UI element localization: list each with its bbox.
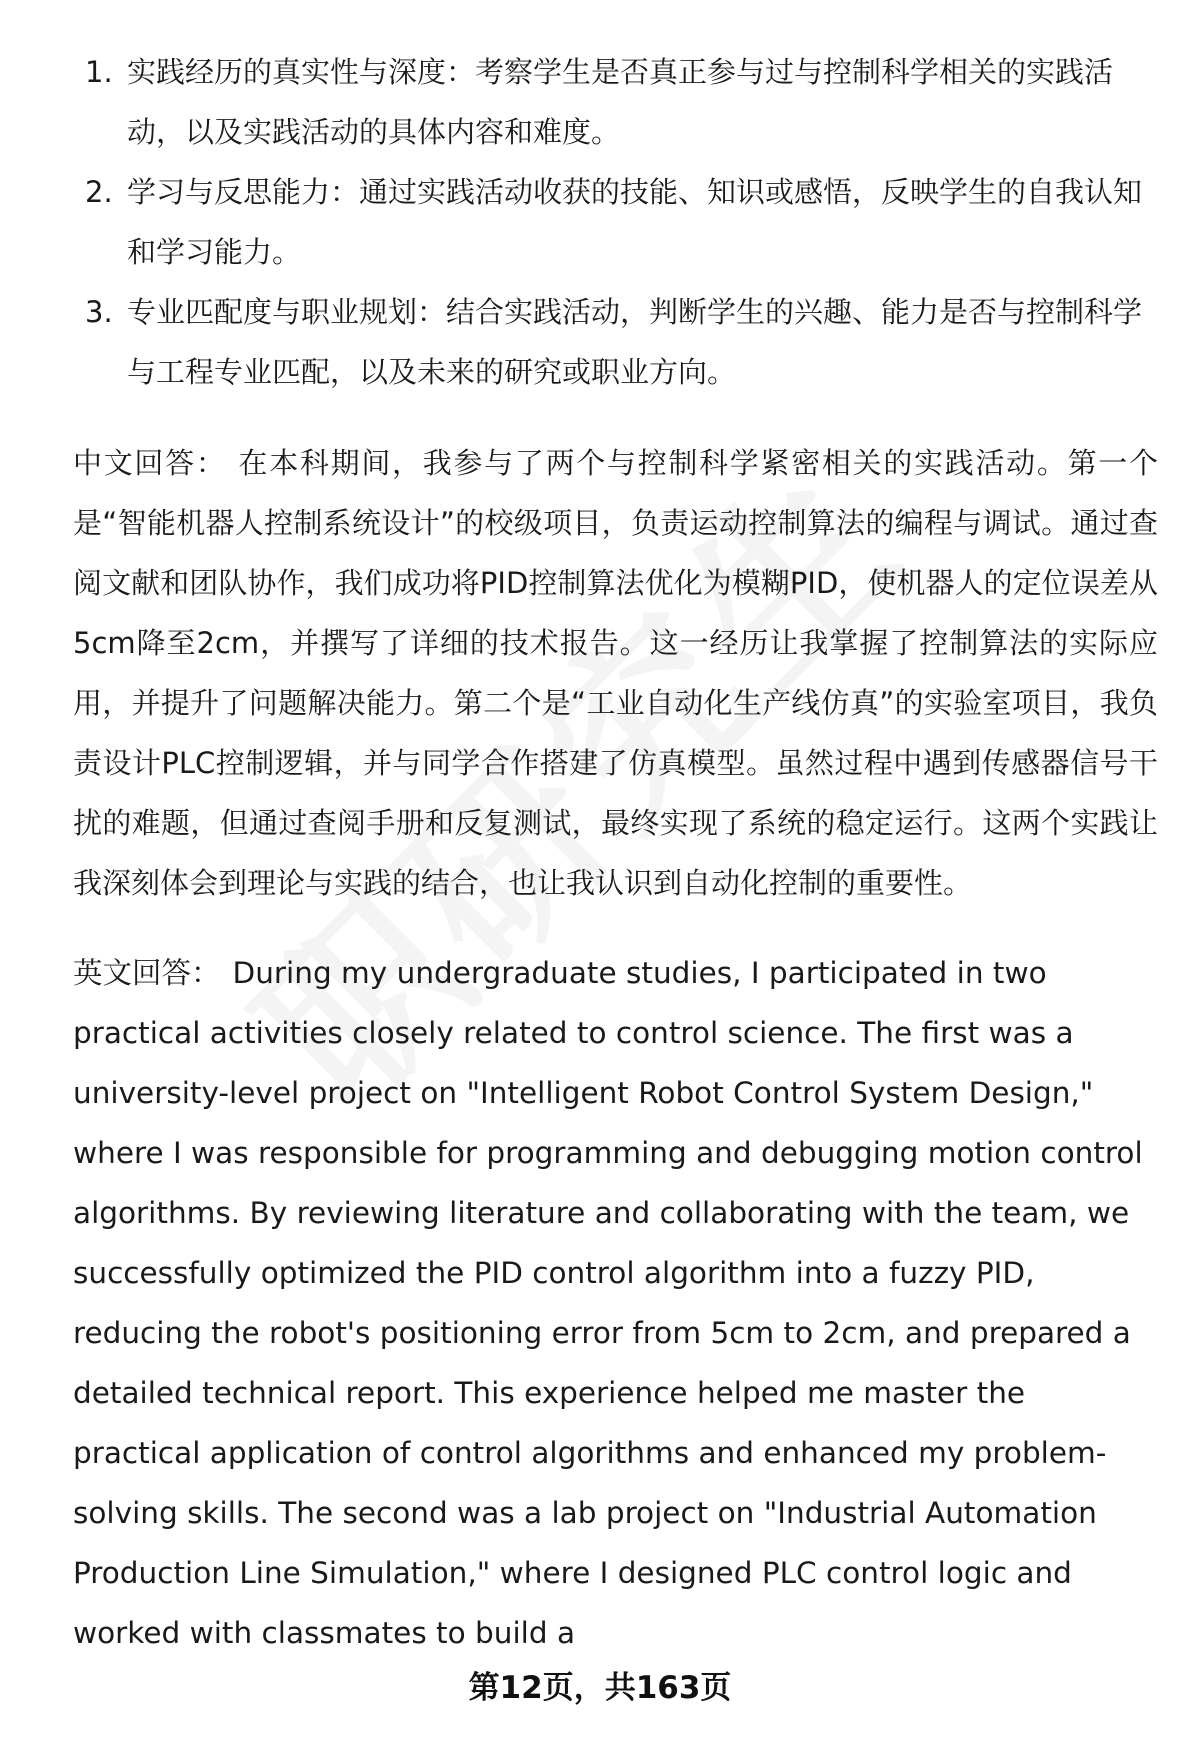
list-item-text: 实践经历的真实性与深度：考察学生是否真正参与过与控制科学相关的实践活动，以及实践活动的具体内容和难度。 bbox=[127, 55, 1114, 149]
list-item bbox=[73, 42, 1158, 162]
list-item-number: 1. bbox=[85, 55, 113, 89]
chinese-answer-label: 中文回答： bbox=[73, 446, 227, 480]
english-answer-label: 英文回答： bbox=[73, 956, 221, 990]
list-item bbox=[73, 282, 1158, 402]
page-content bbox=[73, 42, 1158, 1663]
page-number: 第12页，共163页 bbox=[468, 1670, 732, 1706]
english-answer-text: During my undergraduate studies, I participated in two practical activities closely related to control science. The first was a university-level project on "Intelligent Robot Control System Design," where I was responsible for programming and debugging motion control algorithms. By reviewing literature and collaborating with the team, we successfully optimized the PID control algorithm into a fuzzy PID, reducing the robot's positioning error from 5cm to 2cm, and prepared a detailed technical report. This experience helped me master the practical application of control algorithms and enhanced my problem-solving skills. The second was a lab project on "Industrial Automation Production Line Simulation," where I designed PLC control logic and worked with classmates to build a bbox=[73, 956, 1143, 1650]
english-answer-paragraph bbox=[73, 943, 1158, 1663]
chinese-answer-paragraph bbox=[73, 433, 1158, 913]
list-item-number: 2. bbox=[85, 175, 113, 209]
chinese-answer-text: 在本科期间，我参与了两个与控制科学紧密相关的实践活动。第一个是“智能机器人控制系统设计”的校级项目，负责运动控制算法的编程与调试。通过查阅文献和团队协作，我们成功将PID控制算法优化为模糊PID，使机器人的定位误差从5cm降至2cm，并撰写了详细的技术报告。这一经历让我掌握了控制算法的实际应用，并提升了问题解决能力。第二个是“工业自动化生产线仿真”的实验室项目，我负责设计PLC控制逻辑，并与同学合作搭建了仿真模型。虽然过程中遇到传感器信号干扰的难题，但通过查阅手册和反复测试，最终实现了系统的稳定运行。这两个实践让我深刻体会到理论与实践的结合，也让我认识到自动化控制的重要性。 bbox=[73, 446, 1158, 900]
list-item-text: 学习与反思能力：通过实践活动收获的技能、知识或感悟，反映学生的自我认知和学习能力。 bbox=[127, 175, 1143, 269]
evaluation-criteria-list bbox=[73, 42, 1158, 402]
page-footer bbox=[0, 1662, 1200, 1707]
list-item bbox=[73, 162, 1158, 282]
list-item-text: 专业匹配度与职业规划：结合实践活动，判断学生的兴趣、能力是否与控制科学与工程专业匹配，以及未来的研究或职业方向。 bbox=[127, 295, 1143, 389]
list-item-number: 3. bbox=[85, 295, 113, 329]
